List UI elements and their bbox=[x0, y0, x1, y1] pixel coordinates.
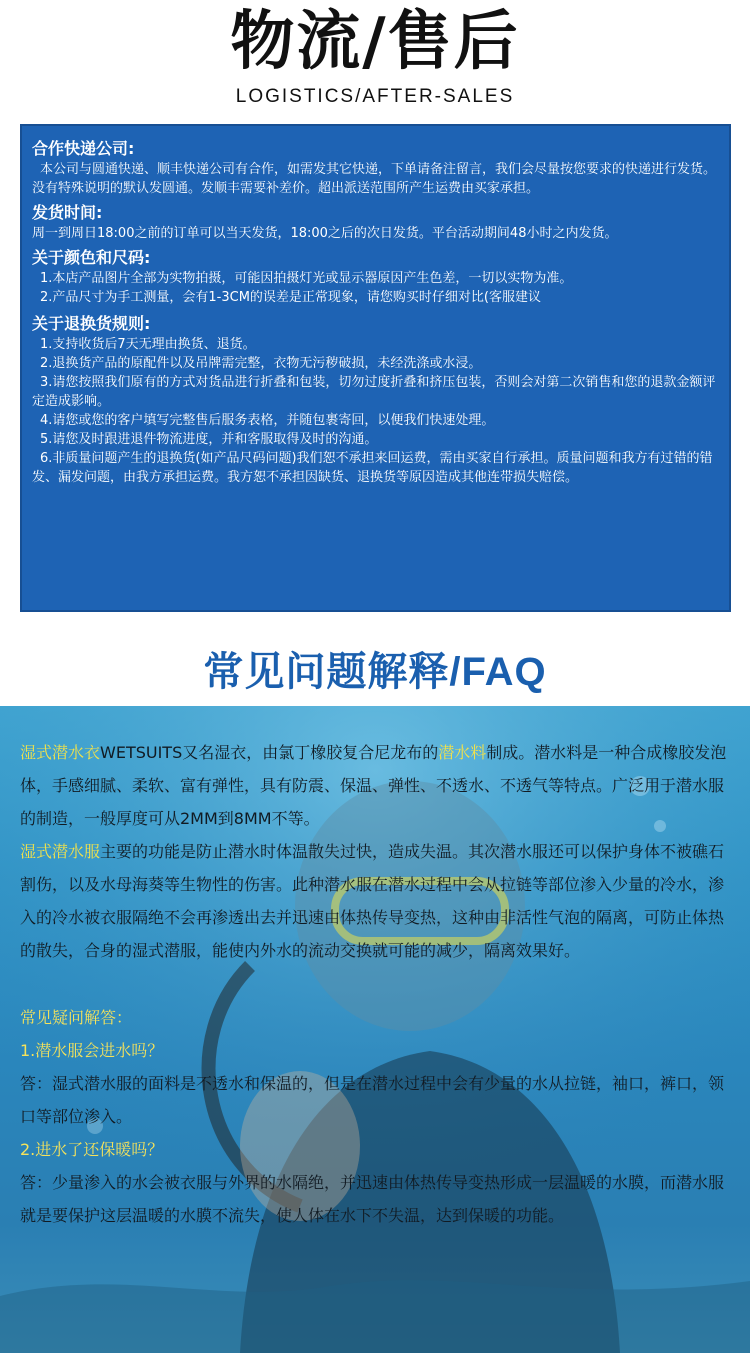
color-size-item: 1.本店产品图片全部为实物拍摄，可能因拍摄灯光或显示器原因产生色差，一切以实物为准。 bbox=[40, 271, 573, 286]
returns-item: 6.非质量问题产生的退换货(如产品尺码问题)我们恕不承担来回运费，需由买家自行承担。质量问题和我方有过错的错发、漏发问题，由我方承担运费。我方恕不承担因缺货、退换货等原因造成其他连带损失赔偿。 bbox=[32, 451, 713, 485]
intro-1-part-a: WETSUITS又名湿衣，由氯丁橡胶复合尼龙布的 bbox=[100, 743, 439, 762]
faq-intro-2 bbox=[20, 835, 736, 967]
policy-panel bbox=[20, 124, 731, 612]
qa-answer: 答：少量渗入的水会被衣服与外界的水隔绝，并迅速由体热传导变热形成一层温暖的水膜，而潜水服就是要保护这层温暖的水膜不流失，使人体在水下不失温，达到保暖的功能。 bbox=[20, 1173, 725, 1225]
intro-1-part-b: 制成。潜水料是一种合成橡胶发泡体，手感细腻、柔软、富有弹性，具有防震、保温、弹性、不透水、不透气等特点。广泛用于潜水服的制造，一般厚度可从2MM到8MM不等。 bbox=[20, 743, 727, 828]
returns-item: 2.退换货产品的原配件以及吊牌需完整，衣物无污秽破损，未经洗涤或水浸。 bbox=[40, 356, 482, 371]
express-text: 本公司与圆通快递、顺丰快递公司有合作，如需发其它快递，下单请备注留言，我们会尽量按您要求的快递进行发货。没有特殊说明的默认发圆通。发顺丰需要补差价。超出派送范围所产生运费由买家承担。 bbox=[32, 162, 717, 196]
intro-2-text: 主要的功能是防止潜水时体温散失过快，造成失温。其次潜水服还可以保护身体不被礁石割伤，以及水母海葵等生物性的伤害。此种潜水服在潜水过程中会从拉链等部位渗入少量的冷水，渗入的冷水被衣服隔绝不会再渗透出去并迅速由体热传导变热，这种由非活性气泡的隔离，可防止体热的散失，合身的湿式潜服，能使内外水的流动交换就可能的减少，隔离效果好。 bbox=[20, 842, 725, 960]
returns-heading: 关于退换货规则: bbox=[32, 314, 151, 333]
page-subtitle: LOGISTICS/AFTER-SALES bbox=[235, 86, 515, 107]
express-heading: 合作快递公司: bbox=[32, 139, 135, 158]
returns-item: 3.请您按照我们原有的方式对货品进行折叠和包装，切勿过度折叠和挤压包装，否则会对第二次销售和您的退款金额评定造成影响。 bbox=[32, 375, 716, 409]
faq-intro-1 bbox=[20, 736, 736, 835]
color-size-heading: 关于颜色和尺码: bbox=[32, 248, 151, 267]
shipping-heading: 发货时间: bbox=[32, 203, 103, 222]
returns-item: 1.支持收货后7天无理由换货、退货。 bbox=[40, 337, 256, 352]
returns-item: 4.请您或您的客户填写完整售后服务表格，并随包裹寄回，以便我们快速处理。 bbox=[40, 413, 495, 428]
qa-answer: 答：湿式潜水服的面料是不透水和保温的，但是在潜水过程中会有少量的水从拉链，袖口，裤口，领口等部位渗入。 bbox=[20, 1074, 725, 1126]
faq-title: 常见问题解释/FAQ bbox=[203, 650, 547, 694]
sea-floor-shape bbox=[0, 1280, 750, 1353]
term-wetsuit: 湿式潜水衣 bbox=[20, 743, 101, 762]
term-wetsuit-2: 湿式潜水服 bbox=[20, 842, 101, 861]
term-neoprene: 潜水料 bbox=[438, 743, 487, 762]
shipping-text: 周一到周日18:00之前的订单可以当天发货，18:00之后的次日发货。平台活动期间48小时之内发货。 bbox=[32, 226, 618, 241]
returns-item: 5.请您及时跟进退件物流进度，并和客服取得及时的沟通。 bbox=[40, 432, 378, 447]
qa-heading: 常见疑问解答： bbox=[20, 1008, 133, 1027]
page-title: 物流/售后 bbox=[230, 5, 520, 79]
qa-question: 1.潜水服会进水吗？ bbox=[20, 1041, 164, 1060]
qa-question: 2.进水了还保暖吗？ bbox=[20, 1140, 164, 1159]
faq-body bbox=[20, 736, 736, 1232]
color-size-item: 2.产品尺寸为手工测量，会有1-3CM的误差是正常现象，请您购买时仔细对比(客服建议 bbox=[40, 290, 542, 305]
diver-photo bbox=[0, 706, 750, 1353]
